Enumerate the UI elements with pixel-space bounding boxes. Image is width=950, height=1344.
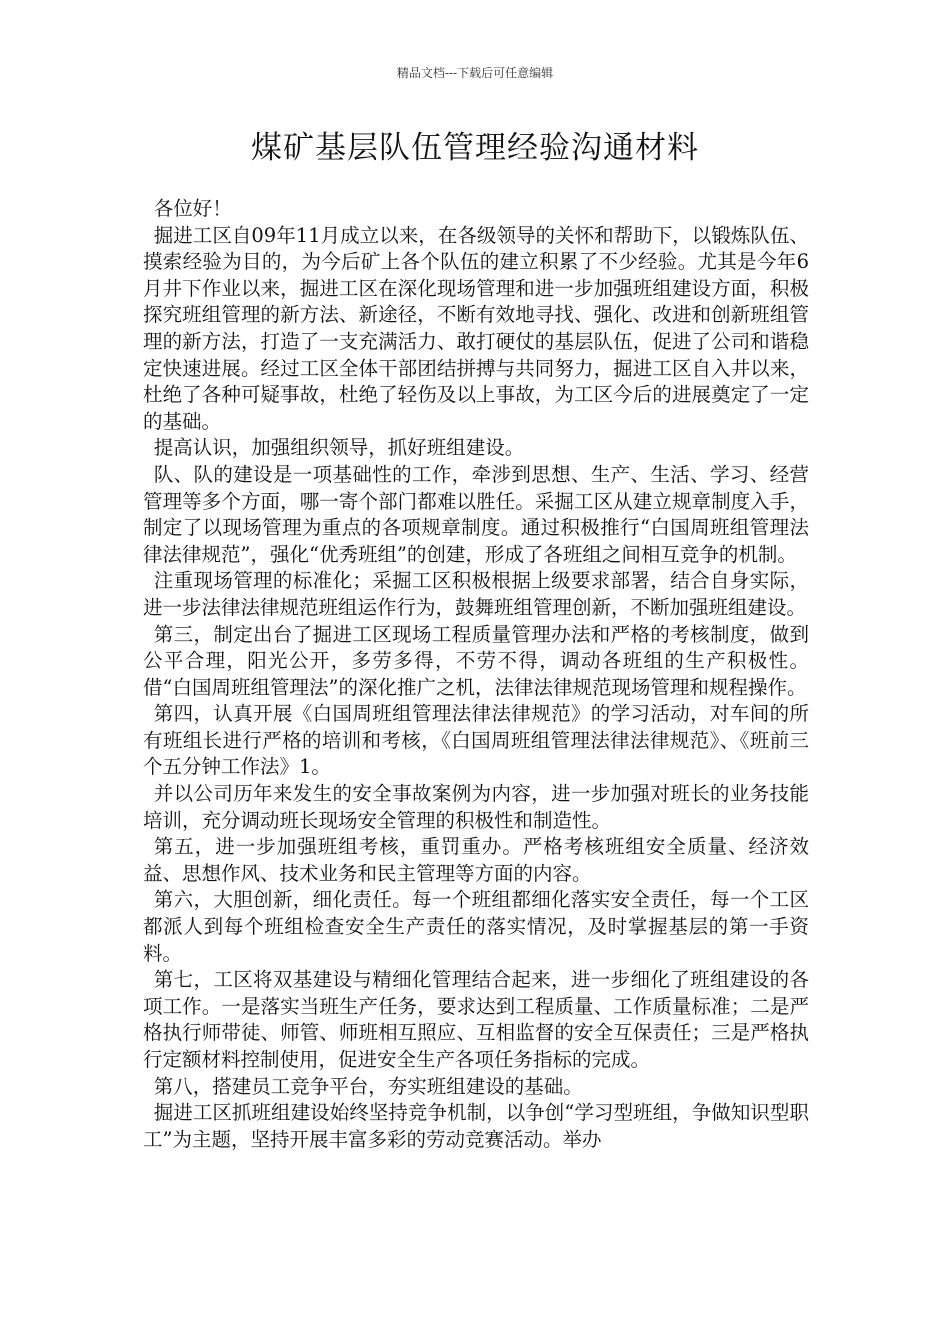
paragraph-third: 第三，制定出台了掘进工区现场工程质量管理办法和严格的考核制度，做到公平合理，阳光公开，多劳多得，不劳不得，调动各班组的生产积极性。借“白国周班组管理法”的深化推广之机，法律法律规范现场管理和规程操作。	[143, 622, 809, 699]
paragraph-intro: 掘进工区自09年11月成立以来，在各级领导的关怀和帮助下，以锻炼队伍、摸索经验为目的，为今后矿上各个队伍的建立积累了不少经验。尤其是今年6月井下作业以来，掘进工区在深化现场管理和进一步加强班组建设方面，积极探究班组管理的新方法、新途径，不断有效地寻找、强化、改进和创新班组管理的新方法，打造了一支充满活力、敢打硬仗的基层队伍，促进了公司和谐稳定快速进展。经过工区全体干部团结拼搏与共同努力，掘进工区自入井以来，杜绝了各种可疑事故，杜绝了轻伤及以上事故，为工区今后的进展奠定了一定的基础。	[143, 223, 809, 433]
paragraph-fourth: 第四，认真开展《白国周班组管理法律法律规范》的学习活动，对车间的所有班组长进行严格的培训和考核，《白国周班组管理法律法律规范》、《班前三个五分钟工作法》1。	[143, 702, 809, 779]
paragraph-fifth: 第五，进一步加强班组考核，重罚重办。严格考核班组安全质量、经济效益、思想作风、技术业务和民主管理等方面的内容。	[143, 835, 809, 885]
paragraph-site-management: 注重现场管理的标准化；采掘工区积极根据上级要求部署，结合自身实际，进一步法律法律规范班组运作行为，鼓舞班组管理创新，不断加强班组建设。	[143, 569, 809, 619]
paragraph-heading-awareness: 提高认识，加强组织领导，抓好班组建设。	[153, 436, 525, 460]
paragraph-sixth: 第六，大胆创新，细化责任。每一个班组都细化落实安全责任，每一个工区都派人到每个班组检查安全生产责任的落实情况，及时掌握基层的第一手资料。	[143, 888, 809, 965]
paragraph-training: 并以公司历年来发生的安全事故案例为内容，进一步加强对班长的业务技能培训，充分调动班长现场安全管理的积极性和制造性。	[143, 782, 809, 832]
document-body	[143, 196, 809, 1153]
paragraph-competition: 掘进工区抓班组建设始终坚持竞争机制，以争创“学习型班组，争做知识型职工”为主题，坚持开展丰富多彩的劳动竞赛活动。举办	[143, 1101, 809, 1151]
paragraph-team-building: 队、队的建设是一项基础性的工作，牵涉到思想、生产、生活、学习、经营管理等多个方面，哪一寄个部门都难以胜任。采掘工区从建立规章制度入手，制定了以现场管理为重点的各项规章制度。通过积极推行“白国周班组管理法律法律规范”，强化“优秀班组”的创建，形成了各班组之间相互竞争的机制。	[143, 462, 809, 566]
paragraph-eighth: 第八，搭建员工竞争平台，夯实班组建设的基础。	[153, 1074, 583, 1098]
paragraph-seventh: 第七，工区将双基建设与精细化管理结合起来，进一步细化了班组建设的各项工作。一是落实当班生产任务，要求达到工程质量、工作质量标准；二是严格执行师带徒、师管、师班相互照应、互相监督的安全互保责任；三是严格执行定额材料控制使用，促进安全生产各项任务指标的完成。	[143, 968, 809, 1071]
header-note: 精品文档---下载后可任意编辑	[396, 66, 554, 80]
paragraph-greeting: 各位好！	[153, 197, 232, 220]
document-title: 煤矿基层队伍管理经验沟通材料	[251, 130, 699, 166]
